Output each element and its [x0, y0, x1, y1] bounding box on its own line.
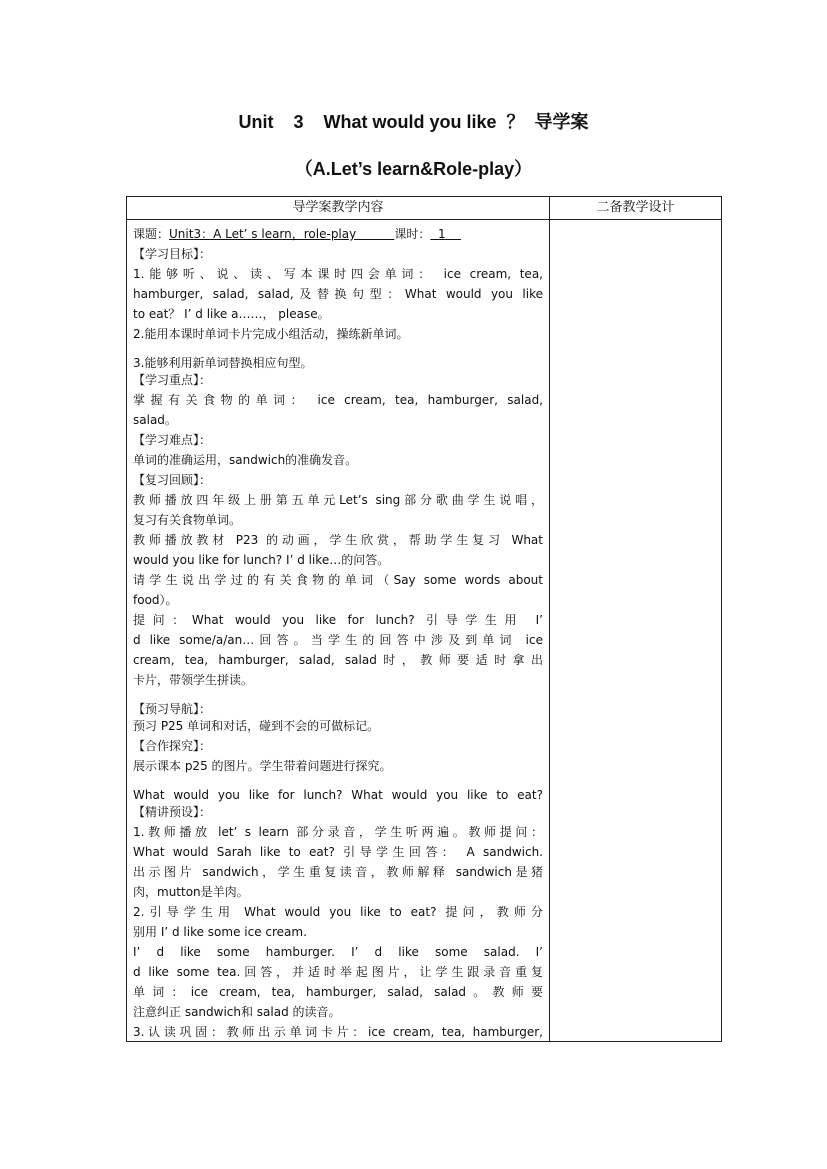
content-line: 教师播放教材 P23 的动画，学生欣赏，帮助学生复习 What	[133, 533, 543, 547]
document-title: Unit 3 What would you like ？ 导学案	[238, 112, 589, 132]
content-line: 复习有关食物单词。	[133, 513, 242, 527]
document-subtitle: （A.Let’s learn&Role-play）	[294, 159, 533, 179]
column-header-content: 导学案教学内容	[292, 200, 384, 215]
content-line: 单词的准确运用，sandwich的准确发音。	[133, 453, 358, 467]
content-line: 单词：ice cream, tea, hamburger, salad, salad。教师要	[133, 985, 543, 999]
content-line: d like some/a/an…回答。当学生的回答中涉及到单词 ice	[133, 633, 543, 647]
content-line: d like some tea.回答，并适时举起图片，让学生跟录音重复	[133, 965, 543, 979]
content-lines	[133, 244, 543, 1042]
content-line: 【预习导航】：	[133, 702, 212, 716]
content-line: 别用 I’ d like some ice cream.	[133, 925, 307, 939]
column-header-design: 二备教学设计	[596, 200, 675, 215]
content-line: What would you like for lunch? What would you like to eat?	[133, 788, 543, 802]
content-line: 掌握有关食物的单词： ice cream, tea, hamburger, salad,	[133, 393, 543, 407]
content-line: 3.能够利用新单词替换相应句型。	[133, 356, 313, 370]
content-line: 肉，mutton是羊肉。	[133, 885, 249, 899]
content-line: 【合作探究】：	[133, 739, 212, 753]
content-line: 注意纠正 sandwich和 salad 的读音。	[133, 1005, 341, 1019]
lesson-plan-table	[126, 196, 722, 1042]
column-divider	[549, 197, 550, 1041]
course-topic: Unit3：A Let’ s learn，role-play	[169, 227, 357, 241]
content-line: 预习 P25 单词和对话，碰到不会的可做标记。	[133, 719, 380, 733]
content-line: 2.能用本课时单词卡片完成小组活动，操练新单词。	[133, 327, 409, 341]
content-line: to eat？ I’ d like a……， please。	[133, 307, 330, 321]
course-line	[133, 224, 543, 244]
content-line: 2.引导学生用 What would you like to eat? 提问，教师分	[133, 905, 543, 919]
content-line: would you like for lunch? I’ d like…的问答。	[133, 553, 390, 567]
content-line: 【学习目标】：	[133, 247, 212, 261]
content-line: 教师播放四年级上册第五单元Let’s sing部分歌曲学生说唱，	[133, 493, 543, 507]
content-line: 【学习重点】：	[133, 373, 212, 387]
content-line: food）。	[133, 593, 178, 607]
content-line: I’ d like some hamburger. I’ d like some salad. I’	[133, 945, 543, 959]
content-line: 出示图片 sandwich，学生重复读音，教师解释 sandwich是猪	[133, 865, 543, 879]
content-line: hamburger, salad, salad,及替换句型：What would you like	[133, 287, 543, 301]
table-header-row	[127, 197, 721, 220]
content-line: 请学生说出学过的有关食物的单词（Say some words about	[133, 573, 543, 587]
content-line: 1.能够听、说、读、写本课时四会单词： ice cream, tea,	[133, 267, 543, 281]
lesson-content	[133, 224, 543, 1042]
content-line: salad。	[133, 413, 177, 427]
content-line: 展示课本 p25 的图片。学生带着问题进行探究。	[133, 759, 392, 773]
content-line: 1.教师播放 let’ s learn 部分录音，学生听两遍。教师提问：	[133, 825, 543, 839]
content-line: 【学习难点】：	[133, 433, 212, 447]
content-line: 卡片，带领学生拼读。	[133, 673, 254, 687]
content-line: 提问：What would you like for lunch? 引导学生用 I’	[133, 613, 543, 627]
period-value: 1	[438, 227, 446, 241]
period-label: 课时：	[394, 227, 431, 241]
content-line: 3.认读巩固：教师出示单词卡片：ice cream, tea, hamburger,	[133, 1025, 543, 1039]
course-label: 课题：	[133, 227, 170, 241]
content-line: 【精讲预设】：	[133, 805, 212, 819]
content-line: What would Sarah like to eat? 引导学生回答： A sandwich.	[133, 845, 543, 859]
content-line: cream, tea, hamburger, salad, salad时，教师要适时拿出	[133, 653, 543, 667]
content-line: 【复习回顾】：	[133, 473, 212, 487]
